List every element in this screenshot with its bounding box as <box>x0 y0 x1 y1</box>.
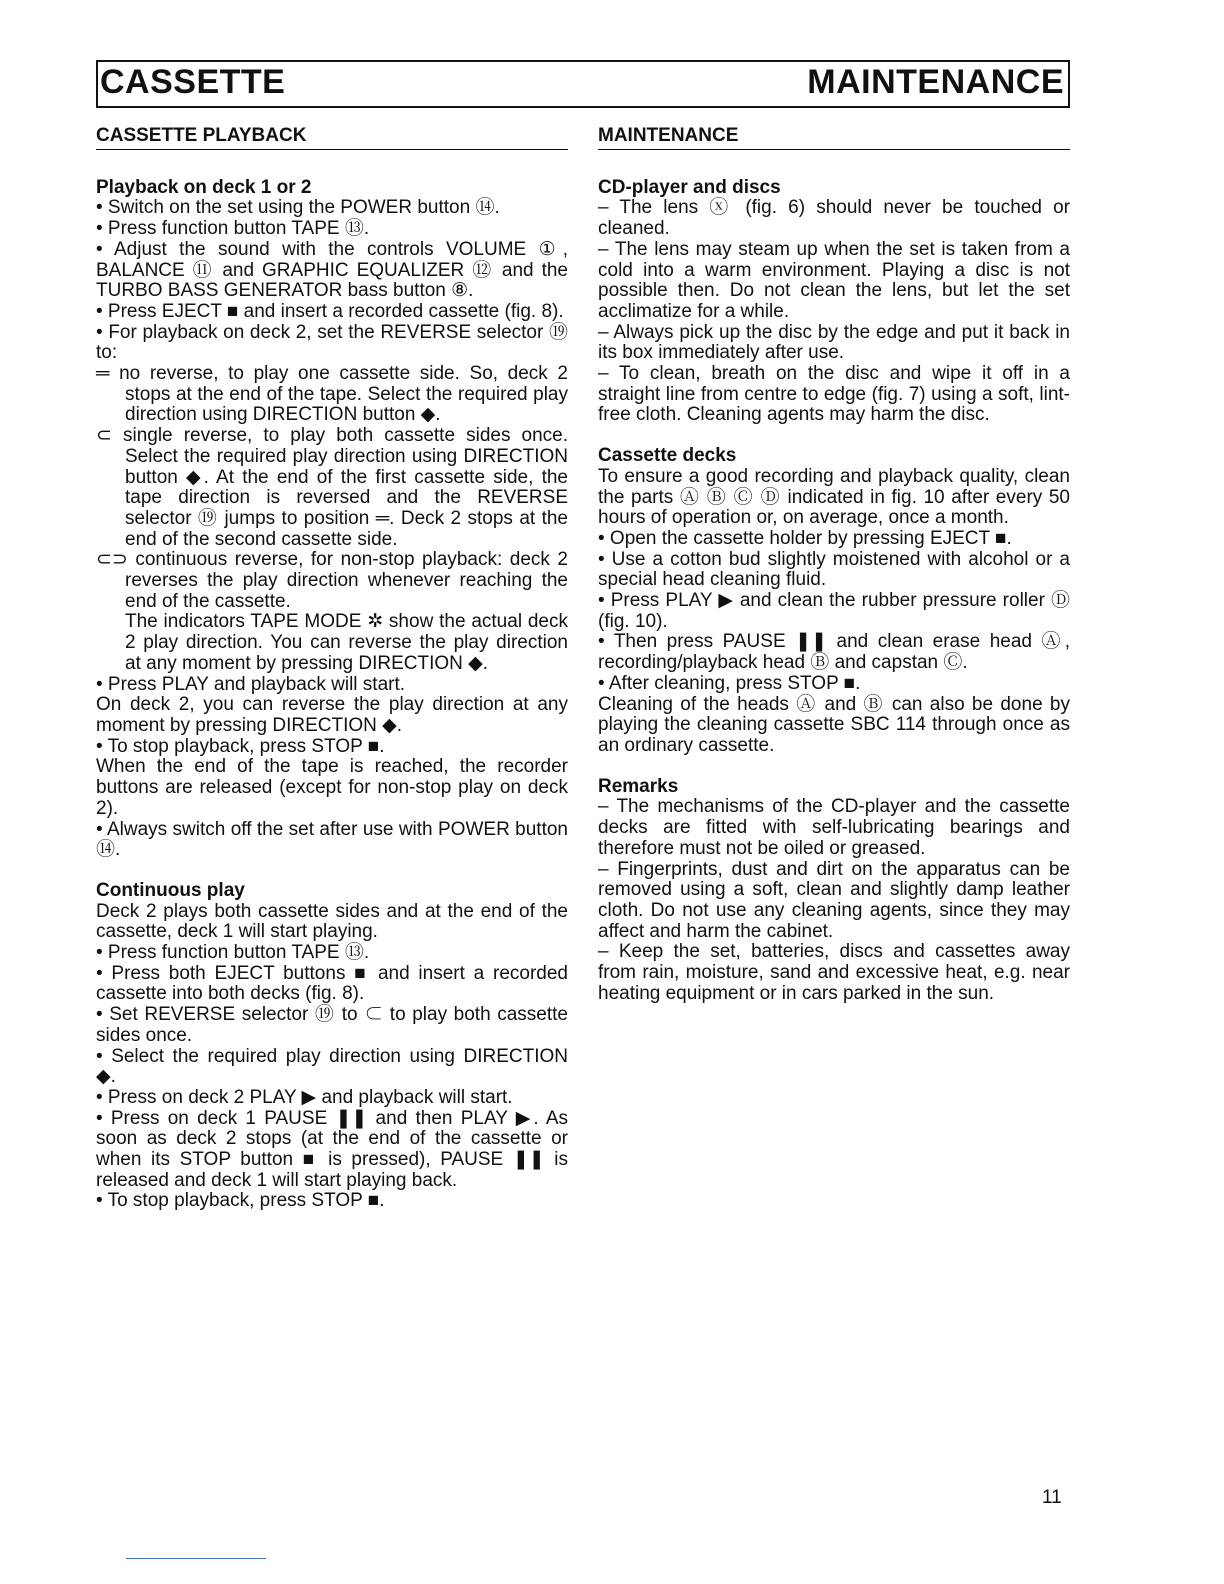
scan-artifact-line <box>126 1558 266 1559</box>
paragraph: – The lens ⓧ (fig. 6) should never be touched or cleaned. <box>598 197 1070 240</box>
paragraph: – Always pick up the disc by the edge and put it back in its box immediately after use. <box>598 321 1070 364</box>
paragraph: – Keep the set, batteries, discs and cassettes away from rain, moisture, sand and excessive heat, e.g. near heating equipment or in cars parked in the sun. <box>598 941 1070 1004</box>
right-column <box>598 126 1070 1004</box>
paragraph: • Press on deck 1 PAUSE ❚❚ and then PLAY ▶. As soon as deck 2 stops (at the end of the cassette or when its STOP button ■ is pressed), PAUSE ❚❚ is released and deck 1 will start playing back. <box>96 1107 568 1191</box>
paragraph: • To stop playback, press STOP ■. <box>96 1190 385 1212</box>
paragraph: On deck 2, you can reverse the play direction at any moment by pressing DIRECTION ◆. <box>96 694 568 736</box>
paragraph: • Press function button TAPE ⑬. <box>96 942 370 964</box>
paragraph: • To stop playback, press STOP ■. <box>96 735 385 757</box>
page-number: 11 <box>1042 1487 1062 1508</box>
paragraph: – Fingerprints, dust and dirt on the apparatus can be removed using a soft, clean and slightly damp leather cloth. Do not use any cleaning agents, since they may affect and harm the cabinet. <box>598 858 1070 942</box>
paragraph: • Press PLAY and playback will start. <box>96 673 406 695</box>
subheading-cassette-decks: Cassette decks <box>598 445 737 467</box>
paragraph: – The mechanisms of the CD-player and the cassette decks are fitted with self-lubricating bearings and therefore must not be oiled or greased. <box>598 796 1070 859</box>
paragraph: • Then press PAUSE ❚❚ and clean erase head Ⓐ, recording/playback head Ⓑ and capstan Ⓒ. <box>598 631 1070 674</box>
paragraph: • Press on deck 2 PLAY ▶ and playback will start. <box>96 1086 513 1108</box>
section-title-cassette-playback: CASSETTE PLAYBACK <box>96 126 568 150</box>
paragraph: • Press EJECT ■ and insert a recorded cassette (fig. 8). <box>96 300 564 322</box>
section-title-maintenance: MAINTENANCE <box>598 126 1070 150</box>
header-title-maintenance: MAINTENANCE <box>807 63 1064 101</box>
paragraph: • Press both EJECT buttons ■ and insert a recorded cassette into both decks (fig. 8). <box>96 962 568 1005</box>
tape-mode-note: The indicators TAPE MODE ✲ show the actual deck 2 play direction. You can reverse the play direction at any moment by pressing DIRECTION ◆. <box>125 611 568 674</box>
paragraph: When the end of the tape is reached, the recorder buttons are released (except for non-stop play on deck 2). <box>96 756 568 819</box>
header-title-cassette: CASSETTE <box>100 63 286 101</box>
paragraph: • After cleaning, press STOP ■. <box>598 672 861 694</box>
paragraph: • Use a cotton bud slightly moistened with alcohol or a special head cleaning fluid. <box>598 548 1070 591</box>
paragraph: – To clean, breath on the disc and wipe it off in a straight line from centre to edge (fig. 7) using a soft, lint-free cloth. Cleaning agents may harm the disc. <box>598 363 1070 426</box>
header-right-border <box>1068 62 1070 106</box>
paragraph: • For playback on deck 2, set the REVERSE selector ⑲ to: <box>96 321 568 364</box>
reverse-option-no-reverse: ═ no reverse, to play one cassette side. So, deck 2 stops at the end of the tape. Select the required play direction using DIRECTION button ◆. <box>96 363 568 426</box>
subheading-playback: Playback on deck 1 or 2 <box>96 176 312 198</box>
paragraph: • Set REVERSE selector ⑲ to ⊂ to play both cassette sides once. <box>96 1004 568 1046</box>
subheading-cd-player: CD-player and discs <box>598 176 781 198</box>
subheading-remarks: Remarks <box>598 775 679 797</box>
subheading-continuous-play: Continuous play <box>96 879 245 901</box>
paragraph: • Press PLAY ▶ and clean the rubber pressure roller Ⓓ (fig. 10). <box>598 590 1070 632</box>
paragraph: • Select the required play direction using DIRECTION ◆. <box>96 1045 568 1088</box>
paragraph: – The lens may steam up when the set is taken from a cold into a warm environment. Playing a disc is not possible then. Do not clean the lens, but let the set acclimatize for a while. <box>598 238 1070 322</box>
header-left-border <box>96 62 98 106</box>
paragraph: • Always switch off the set after use with POWER button ⑭. <box>96 818 568 861</box>
page-header <box>96 60 1070 108</box>
paragraph: Deck 2 plays both cassette sides and at the end of the cassette, deck 1 will start playing. <box>96 900 568 943</box>
paragraph: • Switch on the set using the POWER button ⑭. <box>96 197 500 219</box>
paragraph: Cleaning of the heads Ⓐ and Ⓑ can also be done by playing the cleaning cassette SBC 114 through once as an ordinary cassette. <box>598 693 1070 756</box>
reverse-option-single-reverse: ⊂ single reverse, to play both cassette sides once. Select the required play direction using DIRECTION button ◆. At the end of the first cassette side, the tape direction is reversed and the REVERSE selector ⑲ jumps to position ═. Deck 2 stops at the end of the second cassette side. <box>96 425 568 550</box>
left-column <box>96 126 568 1212</box>
paragraph: • Adjust the sound with the controls VOLUME ①, BALANCE ⑪ and GRAPHIC EQUALIZER ⑫ and the TURBO BASS GENERATOR bass button ⑧. <box>96 238 568 302</box>
paragraph: • Press function button TAPE ⑬. <box>96 218 370 240</box>
paragraph: • Open the cassette holder by pressing EJECT ■. <box>598 527 1012 549</box>
reverse-option-continuous: ⊂⊃ continuous reverse, for non-stop playback: deck 2 reverses the play direction whenever reaching the end of the cassette. <box>96 549 568 612</box>
paragraph: To ensure a good recording and playback quality, clean the parts Ⓐ Ⓑ Ⓒ Ⓓ indicated in fig. 10 after every 50 hours of operation or, on average, once a month. <box>598 465 1070 529</box>
